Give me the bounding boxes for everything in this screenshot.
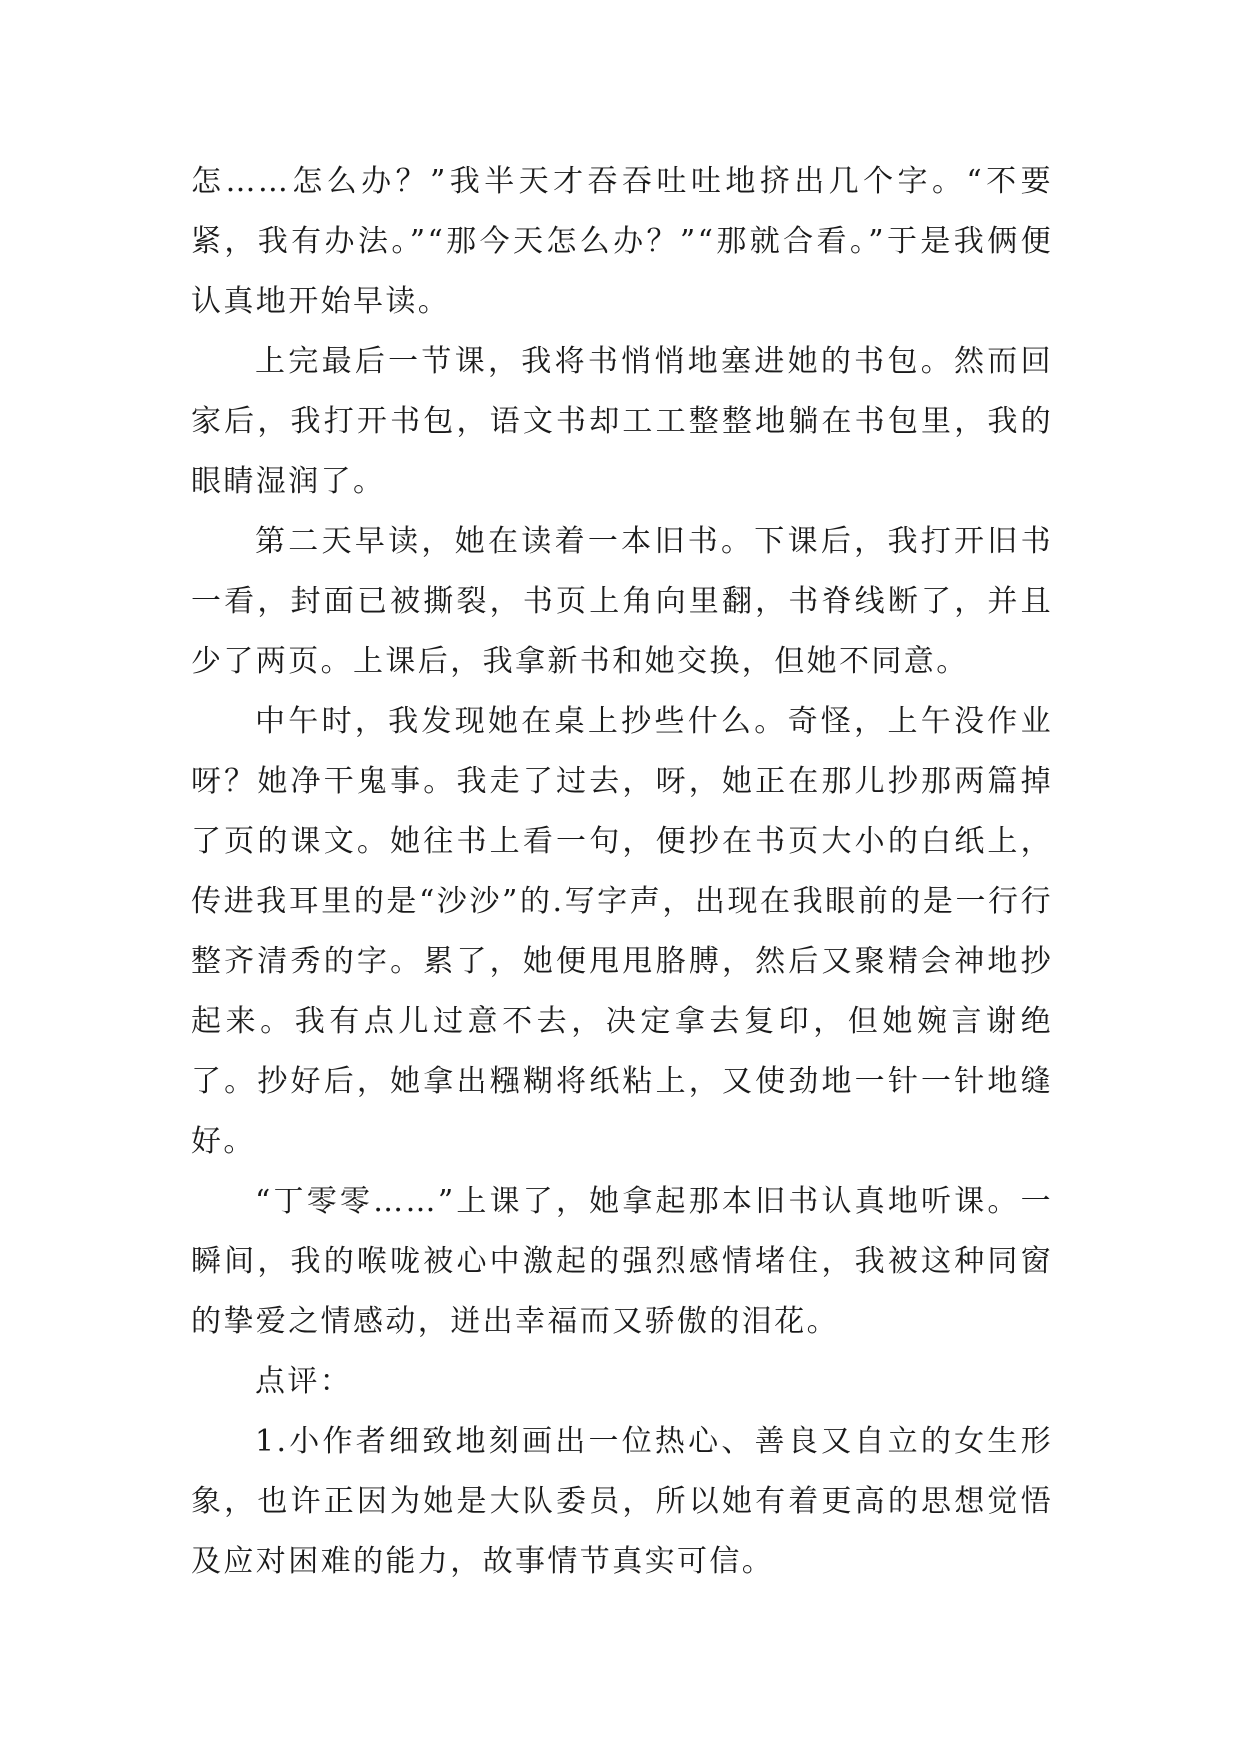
paragraph-2: 上完最后一节课，我将书悄悄地塞进她的书包。然而回家后，我打开书包，语文书却工工整整地躺在书包里，我的眼睛湿润了。 — [191, 344, 1053, 499]
paragraph-3: 第二天早读，她在读着一本旧书。下课后，我打开旧书一看，封面已被撕裂，书页上角向里翻，书脊线断了，并且少了两页。上课后，我拿新书和她交换，但她不同意。 — [191, 524, 1053, 679]
comment-item-1: 1.小作者细致地刻画出一位热心、善良又自立的女生形象，也许正因为她是大队委员，所以她有着更高的思想觉悟及应对困难的能力，故事情节真实可信。 — [191, 1424, 1053, 1579]
paragraph-4: 中午时，我发现她在桌上抄些什么。奇怪，上午没作业呀？她净干鬼事。我走了过去，呀，她正在那儿抄那两篇掉了页的课文。她往书上看一句，便抄在书页大小的白纸上，传进我耳里的是“沙沙”的.写字声，出现在我眼前的是一行行整齐清秀的字。累了，她便甩甩胳膊，然后又聚精会神地抄起来。我有点儿过意不去，决定拿去复印，但她婉言谢绝了。抄好后，她拿出糨糊将纸粘上，又使劲地一针一针地缝好。 — [191, 704, 1053, 1159]
paragraph-1: 怎……怎么办？”我半天才吞吞吐吐地挤出几个字。“不要紧，我有办法。”“那今天怎么办？”“那就合看。”于是我俩便认真地开始早读。 — [191, 164, 1053, 319]
paragraph-5: “丁零零……”上课了，她拿起那本旧书认真地听课。一瞬间，我的喉咙被心中激起的强烈感情堵住，我被这种同窗的挚爱之情感动，迸出幸福而又骄傲的泪花。 — [191, 1184, 1053, 1339]
comment-heading: 点评： — [255, 1364, 353, 1399]
document-body — [191, 152, 1053, 1592]
